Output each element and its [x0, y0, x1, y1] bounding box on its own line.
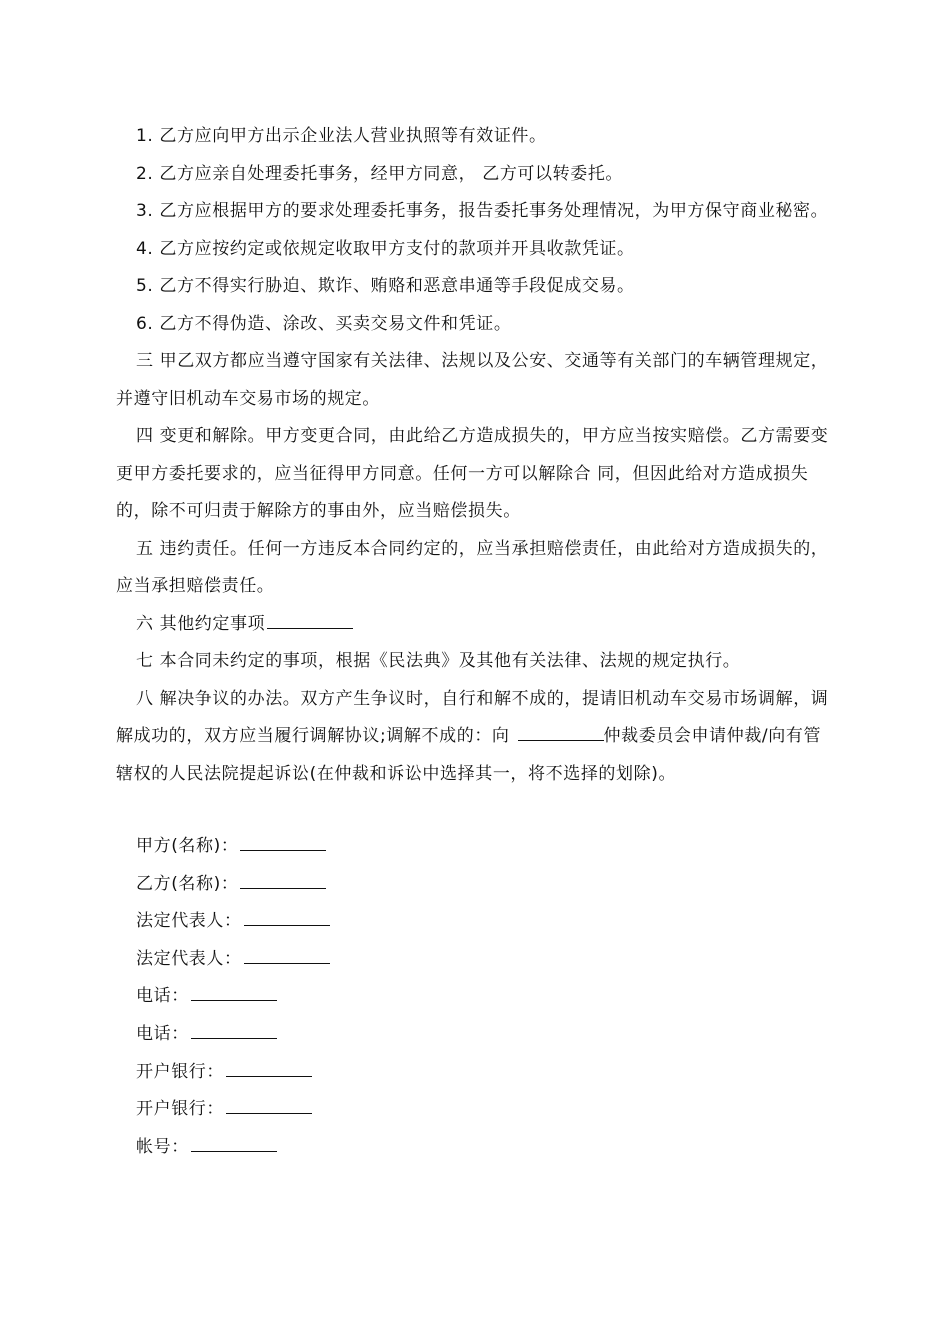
party-a-rep-line [116, 903, 836, 941]
party-a-phone-blank[interactable] [191, 982, 277, 1001]
section-5: 五 违约责任。任何一方违反本合同约定的，应当承担赔偿责任，由此给对方造成损失的，应当承担赔偿责任。 [116, 538, 829, 596]
section-6 [116, 606, 836, 644]
party-a-name-line [116, 828, 836, 866]
contract-page [116, 118, 836, 1166]
clause-3: 3. 乙方应根据甲方的要求处理委托事务，报告委托事务处理情况，为甲方保守商业秘密。 [136, 201, 829, 221]
party-b-name-label: 乙方(名称)： [136, 873, 239, 894]
party-a-rep-blank[interactable] [244, 907, 330, 926]
signature-block [116, 828, 836, 1166]
section-6-text: 六 其他约定事项 [136, 613, 266, 634]
party-a-bank-label: 开户银行： [136, 1061, 224, 1082]
clause-2: 2. 乙方应亲自处理委托事务，经甲方同意， 乙方可以转委托。 [136, 163, 624, 184]
clause-6: 6. 乙方不得伪造、涂改、买卖交易文件和凭证。 [136, 313, 512, 334]
section-8-text-before: 八 解决争议的办法。双方产生争议时，自行和解不成的，提请旧机动车交易市场调解，调解成功的，双方应当履行调解协议;调解不成的：向 [116, 688, 829, 746]
party-b-name-blank[interactable] [240, 870, 326, 889]
party-a-bank-blank[interactable] [226, 1058, 312, 1077]
account-line [116, 1129, 836, 1167]
party-b-phone-label: 电话： [136, 1023, 189, 1044]
other-terms-blank[interactable] [267, 610, 353, 629]
party-b-name-line [116, 866, 836, 904]
section-3: 三 甲乙双方都应当遵守国家有关法律、法规以及公安、交通等有关部门的车辆管理规定，并遵守旧机动车交易市场的规定。 [116, 351, 829, 409]
party-a-bank-line [116, 1054, 836, 1092]
section-4: 四 变更和解除。甲方变更合同，由此给乙方造成损失的，甲方应当按实赔偿。乙方需要变更甲方委托要求的，应当征得甲方同意。任何一方可以解除合 同，但因此给对方造成损失的，除不可归责于解除方的事由外，应当赔偿损失。 [116, 426, 829, 521]
party-b-rep-blank[interactable] [244, 945, 330, 964]
party-b-bank-line [116, 1091, 836, 1129]
party-b-phone-line [116, 1016, 836, 1054]
party-a-phone-line [116, 978, 836, 1016]
section-8-text-after: 仲裁委员会申请仲裁/向有管辖权的人民法院提起诉讼(在仲裁和诉讼中选择其一，将不选择的划除)。 [116, 726, 822, 784]
party-a-phone-label: 电话： [136, 986, 189, 1007]
party-b-rep-line [116, 941, 836, 979]
arbitration-committee-blank[interactable] [518, 722, 604, 741]
party-b-rep-label: 法定代表人： [136, 948, 242, 969]
section-8 [116, 681, 836, 794]
section-7: 七 本合同未约定的事项，根据《民法典》及其他有关法律、法规的规定执行。 [136, 651, 741, 671]
party-a-name-blank[interactable] [240, 832, 326, 851]
clause-5: 5. 乙方不得实行胁迫、欺诈、贿赂和恶意串通等手段促成交易。 [136, 276, 635, 296]
account-blank[interactable] [191, 1133, 277, 1152]
clause-4: 4. 乙方应按约定或依规定收取甲方支付的款项并开具收款凭证。 [136, 238, 635, 259]
party-b-phone-blank[interactable] [191, 1020, 277, 1039]
account-label: 帐号： [136, 1136, 189, 1157]
party-a-name-label: 甲方(名称)： [136, 836, 239, 856]
party-b-bank-label: 开户银行： [136, 1099, 224, 1120]
party-a-rep-label: 法定代表人： [136, 911, 242, 932]
clause-1: 1. 乙方应向甲方出示企业法人营业执照等有效证件。 [136, 126, 547, 146]
party-b-bank-blank[interactable] [226, 1095, 312, 1114]
